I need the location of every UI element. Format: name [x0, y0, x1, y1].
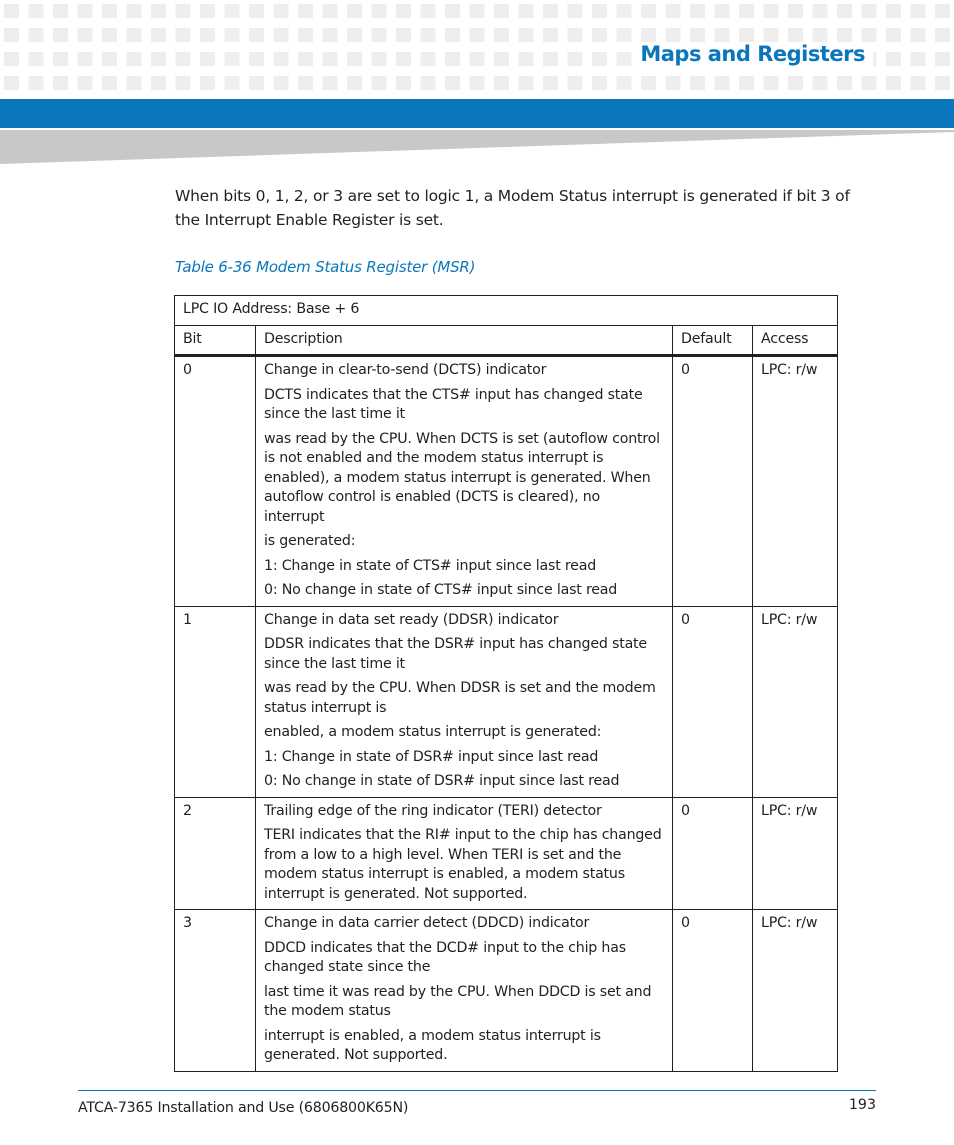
header-blue-bar [0, 99, 954, 128]
description-cell [256, 606, 673, 797]
description-title: Change in data set ready (DDSR) indicator [264, 611, 559, 628]
description-text: is generated: [264, 533, 356, 549]
description-text: was read by the CPU. When DDSR is set and the modem status interrupt is [264, 680, 656, 716]
description-text: 1: Change in state of CTS# input since last read [264, 557, 597, 574]
default-cell: 0 [673, 910, 753, 1072]
bit-cell: 1 [175, 606, 256, 797]
access-cell: LPC: r/w [753, 910, 838, 1072]
description-text: interrupt is enabled, a modem status interrupt is generated. Not supported. [264, 1027, 601, 1063]
table-row [175, 606, 838, 797]
default-cell: 0 [673, 606, 753, 797]
table-row [175, 356, 838, 607]
footer-document-title: ATCA-7365 Installation and Use (6806800K65N) [78, 1100, 409, 1116]
description-cell [256, 910, 673, 1072]
description-text: 1: Change in state of DSR# input since last read [264, 748, 599, 765]
description-title: Change in clear-to-send (DCTS) indicator [264, 362, 547, 378]
header-grey-wedge [0, 130, 954, 164]
description-text: 0: No change in state of CTS# input since last read [264, 582, 618, 598]
page-number: 193 [848, 1097, 876, 1113]
description-text: 0: No change in state of DSR# input since last read [264, 773, 620, 789]
description-text: enabled, a modem status interrupt is generated: [264, 724, 602, 740]
access-cell: LPC: r/w [753, 797, 838, 910]
table-row [175, 797, 838, 910]
address-cell: LPC IO Address: Base + 6 [175, 296, 838, 326]
description-text: was read by the CPU. When DCTS is set (autoflow control is not enabled and the modem status interrupt is enabled), a modem status interrupt is generated. When autoflow control is enabled (DCTS is cleared), no interrupt [264, 430, 660, 525]
table-caption: Table 6-36 Modem Status Register (MSR) [175, 258, 476, 276]
bit-cell: 0 [175, 356, 256, 607]
description-title: Trailing edge of the ring indicator (TERI) detector [264, 802, 602, 819]
column-header-row [175, 325, 838, 356]
default-cell: 0 [673, 356, 753, 607]
footer-rule [78, 1090, 876, 1091]
description-text: DDCD indicates that the DCD# input to the chip has changed state since the [264, 939, 626, 975]
description-cell [256, 356, 673, 607]
chapter-title: Maps and Registers [632, 42, 873, 66]
header-description: Description [256, 325, 673, 356]
bit-cell: 3 [175, 910, 256, 1072]
access-cell: LPC: r/w [753, 356, 838, 607]
address-row [175, 296, 838, 326]
header-access: Access [753, 325, 838, 356]
intro-paragraph: When bits 0, 1, 2, or 3 are set to logic 1, a Modem Status interrupt is generated if bit 3 of the Interrupt Enable Register is set. [175, 187, 850, 229]
description-text: TERI indicates that the RI# input to the chip has changed from a low to a high level. When TERI is set and the modem status interrupt is enabled, a modem status interrupt is generated. Not supported. [264, 827, 662, 902]
access-cell: LPC: r/w [753, 606, 838, 797]
description-title: Change in data carrier detect (DDCD) indicator [264, 915, 590, 931]
description-text: last time it was read by the CPU. When DDCD is set and the modem status [264, 983, 652, 1019]
register-table [174, 295, 838, 1072]
header-bit: Bit [175, 325, 256, 356]
table-row [175, 910, 838, 1072]
description-text: DCTS indicates that the CTS# input has changed state since the last time it [264, 386, 643, 422]
default-cell: 0 [673, 797, 753, 910]
description-text: DDSR indicates that the DSR# input has changed state since the last time it [264, 636, 647, 672]
description-cell [256, 797, 673, 910]
bit-cell: 2 [175, 797, 256, 910]
header-default: Default [673, 325, 753, 356]
